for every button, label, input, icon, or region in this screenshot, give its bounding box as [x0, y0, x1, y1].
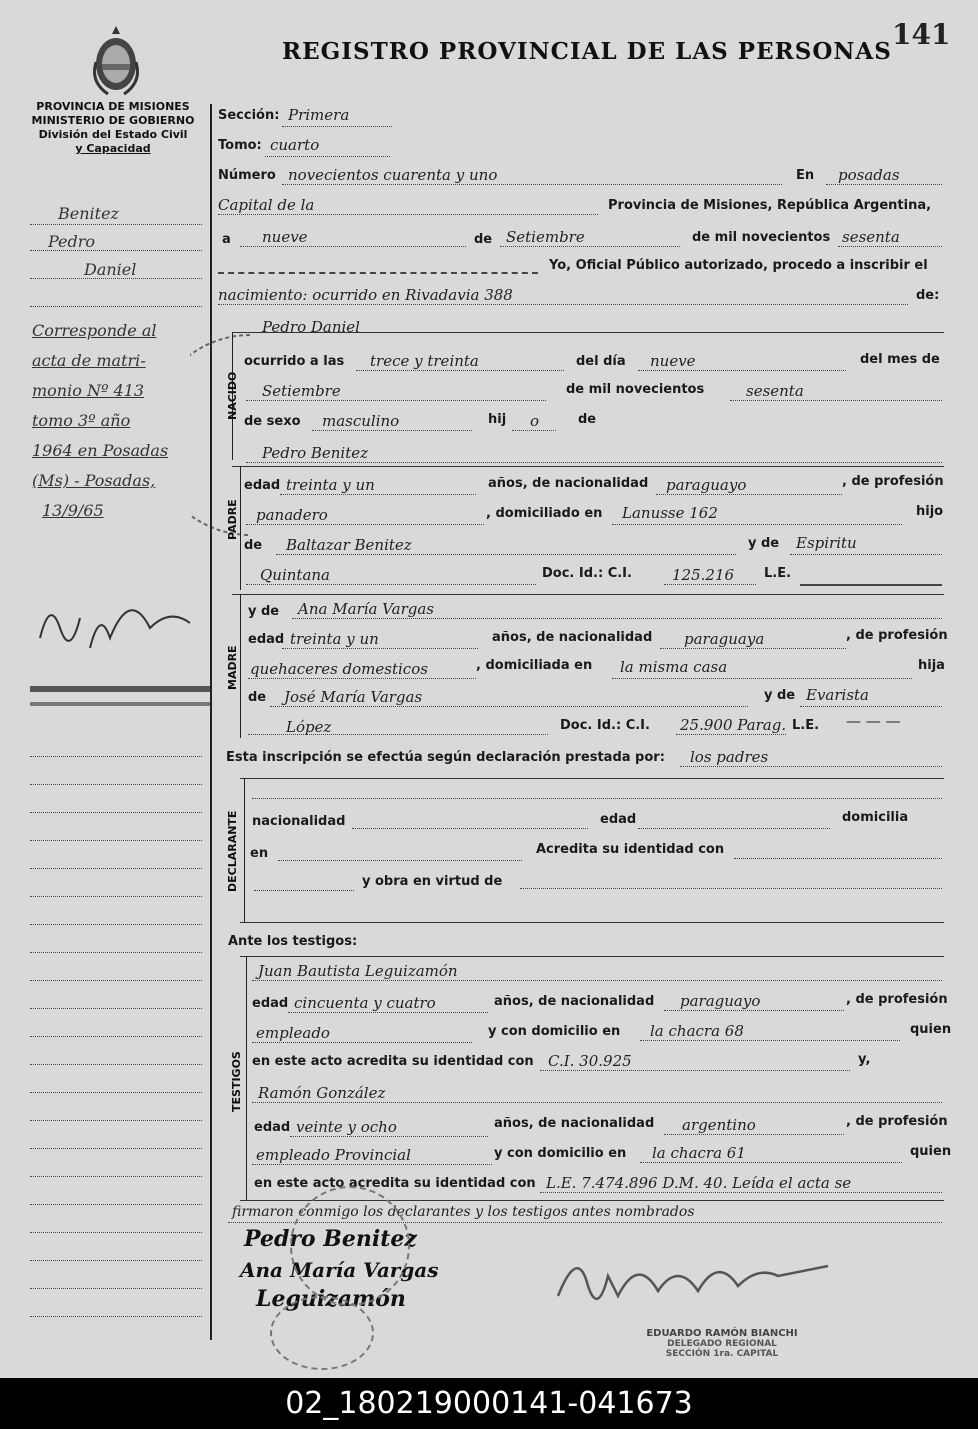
- coat-of-arms-icon: [88, 22, 144, 98]
- nacido-year-value: sesenta: [746, 382, 804, 400]
- madre-mother-value-1: Evarista: [806, 686, 870, 704]
- madre-le-label: L.E.: [792, 718, 820, 733]
- margin-note-line: acta de matri-: [32, 351, 146, 370]
- official-stamp-line: EDUARDO RAMÓN BIANCHI: [646, 1328, 798, 1339]
- madre-le-value: — — —: [846, 712, 901, 730]
- padre-dom-value: Lanusse 162: [622, 504, 718, 522]
- padre-prof-value: panadero: [256, 506, 328, 524]
- padre-nac-value: paraguayo: [666, 476, 747, 494]
- official-stamp-line: DELEGADO REGIONAL: [667, 1339, 777, 1349]
- padre-nac-label: años, de nacionalidad: [488, 476, 649, 491]
- padre-edad-label: edad: [244, 478, 281, 493]
- padre-mother-value-1: Espiritu: [796, 534, 857, 552]
- witness2-dom-label: y con domicilio en: [494, 1146, 627, 1161]
- time-value: trece y treinta: [370, 352, 479, 370]
- padre-edad-value: treinta y un: [286, 476, 375, 494]
- witness2-acredita-label: en este acto acredita su identidad con: [254, 1176, 536, 1191]
- margin-note-line: 1964 en Posadas: [32, 441, 169, 460]
- official-stamp: [642, 1328, 802, 1359]
- testigos-intro: Ante los testigos:: [228, 934, 358, 949]
- padre-father-value: Baltazar Benitez: [286, 536, 412, 554]
- madre-father-value: José María Vargas: [284, 688, 423, 706]
- closing-statement: firmaron conmigo los declarantes y los testigos antes nombrados: [232, 1204, 695, 1220]
- witness1-dom: la chacra 68: [650, 1022, 744, 1040]
- numero-label: Número: [218, 168, 276, 183]
- year-value: sesenta: [842, 228, 900, 246]
- margin-seal-partial: [190, 325, 250, 545]
- madre-dom-label: , domiciliada en: [476, 658, 593, 673]
- madre-prof-label: , de profesión: [846, 628, 948, 643]
- margin-note-line: monio Nº 413: [32, 381, 145, 400]
- place-value: Capital de la: [218, 196, 315, 214]
- witness1-dom-label: y con domicilio en: [488, 1024, 621, 1039]
- witness2-dom: la chacra 61: [652, 1144, 746, 1162]
- document-id: 02_180219000141-041673: [285, 1386, 693, 1421]
- a-label: a: [222, 232, 231, 247]
- nacido-year-prefix: de mil novecientos: [566, 382, 705, 397]
- witness1-prof-label: , de profesión: [846, 992, 948, 1007]
- witness1-id: C.I. 30.925: [548, 1052, 632, 1070]
- margin-note: [32, 316, 208, 526]
- tomo-value: cuarto: [270, 136, 320, 154]
- padre-y-de-label: y de: [748, 536, 780, 551]
- section-label-testigos: TESTIGOS: [230, 1051, 243, 1112]
- margin-first-name: Pedro: [48, 232, 96, 251]
- madre-nac-value: paraguaya: [684, 630, 765, 648]
- madre-y-de-label: y de: [248, 604, 280, 619]
- event-value: nacimiento: ocurrido en Rivadavia 388: [218, 286, 513, 304]
- year-prefix: de mil novecientos: [692, 230, 831, 245]
- witness1-name: Juan Bautista Leguizamón: [258, 962, 458, 980]
- declarante-acredita-label: Acredita su identidad con: [536, 842, 725, 857]
- witness1-nac-label: años, de nacionalidad: [494, 994, 655, 1009]
- sexo-label: de sexo: [244, 414, 301, 429]
- tomo-label: Tomo:: [218, 138, 262, 153]
- witness1-edad: cincuenta y cuatro: [294, 994, 436, 1012]
- padre-mother-value-2: Quintana: [260, 566, 330, 584]
- padre-prof-label: , de profesión: [842, 474, 944, 489]
- declarante-edad-label: edad: [600, 812, 637, 827]
- padre-doc-label: Doc. Id.: C.I.: [542, 566, 632, 581]
- madre-mother-value-2: López: [286, 718, 332, 736]
- declarante-intro: Esta inscripción se efectúa según declaración prestada por:: [226, 750, 665, 765]
- page-title: REGISTRO PROVINCIAL DE LAS PERSONAS: [282, 38, 892, 65]
- margin-signature: [30, 578, 210, 668]
- padre-hijo-label: hijo: [916, 504, 944, 519]
- padre-de-label: de: [244, 538, 263, 553]
- nacido-month-value: Setiembre: [262, 382, 341, 400]
- witness2-nac: argentino: [682, 1116, 756, 1134]
- declarante-domicilia-label: domicilia: [842, 810, 909, 825]
- padre-doc-value: 125.216: [672, 566, 735, 584]
- madre-prof-value: quehaceres domesticos: [250, 660, 428, 678]
- declarante-intro-value: los padres: [690, 748, 769, 766]
- witness1-prof: empleado: [256, 1024, 330, 1042]
- en-value: posadas: [838, 166, 900, 184]
- madre-name-value: Ana María Vargas: [298, 600, 434, 618]
- witness2-quien-label: quien: [910, 1144, 952, 1159]
- de-label: de: [474, 232, 493, 247]
- nacido-de-label: de: [578, 412, 597, 427]
- del-dia-label: del día: [576, 354, 626, 369]
- declarante-en-label: en: [250, 846, 269, 861]
- witness2-prof-label: , de profesión: [846, 1114, 948, 1129]
- witness2-edad-label: edad: [254, 1120, 291, 1135]
- section-label-madre: MADRE: [226, 645, 239, 690]
- circular-seal-bottom: [270, 1296, 374, 1370]
- ocurrido-label: ocurrido a las: [244, 354, 345, 369]
- official-stamp-line: SECCIÓN 1ra. CAPITAL: [665, 1349, 779, 1359]
- declarante-nacionalidad-label: nacionalidad: [252, 814, 346, 829]
- seccion-value: Primera: [288, 106, 350, 124]
- oficial-text: Yo, Oficial Público autorizado, procedo a inscribir el: [549, 258, 928, 273]
- signature-father: Pedro Benitez: [244, 1226, 417, 1252]
- madre-edad-value: treinta y un: [290, 630, 379, 648]
- office-line-1: PROVINCIA DE MISIONES: [36, 100, 190, 113]
- office-line-3: División del Estado Civil: [38, 128, 188, 141]
- witness1-acredita-label: en este acto acredita su identidad con: [252, 1054, 534, 1069]
- province-text: Provincia de Misiones, República Argentina,: [608, 198, 932, 213]
- witness2-edad: veinte y ocho: [296, 1118, 397, 1136]
- margin-stamp: [30, 680, 210, 728]
- nacido-day-value: nueve: [650, 352, 696, 370]
- signature-witness: Leguizamón: [256, 1286, 406, 1312]
- margin-note-line: (Ms) - Posadas,: [32, 471, 156, 490]
- padre-le-label: L.E.: [764, 566, 792, 581]
- witness2-name: Ramón González: [258, 1084, 386, 1102]
- hij-value: o: [530, 412, 540, 430]
- month-value: Setiembre: [506, 228, 585, 246]
- madre-de-label: de: [248, 690, 267, 705]
- margin-middle-name: Daniel: [84, 260, 137, 279]
- madre-y-de-label-2: y de: [764, 688, 796, 703]
- office-line-4: y Capacidad: [75, 142, 151, 155]
- witness1-y-label: y,: [858, 1052, 871, 1067]
- madre-edad-label: edad: [248, 632, 285, 647]
- de-colon: de:: [916, 288, 940, 303]
- margin-note-line: 13/9/65: [42, 501, 104, 520]
- margin-note-line: tomo 3º año: [32, 411, 131, 430]
- office-block: [18, 100, 208, 156]
- signature-mother: Ana María Vargas: [240, 1258, 439, 1282]
- seccion-label: Sección:: [218, 108, 280, 123]
- witness1-nac: paraguayo: [680, 992, 761, 1010]
- document-id-bar: [0, 1378, 978, 1429]
- section-label-declarante: DECLARANTE: [226, 810, 239, 892]
- circular-seal: [290, 1186, 410, 1306]
- nacido-name: Pedro Daniel: [262, 318, 360, 336]
- margin-surname: Benitez: [58, 204, 119, 223]
- hij-label: hij: [488, 412, 507, 427]
- office-line-2: MINISTERIO DE GOBIERNO: [31, 114, 195, 127]
- day-value: nueve: [262, 228, 308, 246]
- madre-nac-label: años, de nacionalidad: [492, 630, 653, 645]
- padre-dom-label: , domiciliado en: [486, 506, 603, 521]
- numero-value: novecientos cuarenta y uno: [288, 166, 498, 184]
- margin-note-line: Corresponde al: [32, 321, 157, 340]
- folio-number: 141: [892, 18, 951, 51]
- madre-doc-label: Doc. Id.: C.I.: [560, 718, 650, 733]
- witness2-prof: empleado Provincial: [256, 1146, 411, 1164]
- official-signature: [548, 1236, 838, 1326]
- witness2-id: L.E. 7.474.896 D.M. 40. Leída el acta se: [546, 1174, 852, 1192]
- del-mes-label: del mes de: [860, 352, 940, 367]
- madre-doc-value: 25.900 Parag.: [680, 716, 787, 734]
- witness1-quien-label: quien: [910, 1022, 952, 1037]
- section-label-padre: PADRE: [226, 499, 239, 540]
- nacido-parent-value: Pedro Benitez: [262, 444, 369, 462]
- madre-hija-label: hija: [918, 658, 945, 673]
- madre-dom-value: la misma casa: [620, 658, 728, 676]
- witness2-nac-label: años, de nacionalidad: [494, 1116, 655, 1131]
- sexo-value: masculino: [322, 412, 400, 430]
- witness1-edad-label: edad: [252, 996, 289, 1011]
- en-label: En: [796, 168, 815, 183]
- declarante-obra-label: y obra en virtud de: [362, 874, 503, 889]
- section-label-nacido: NACIDO: [226, 371, 239, 420]
